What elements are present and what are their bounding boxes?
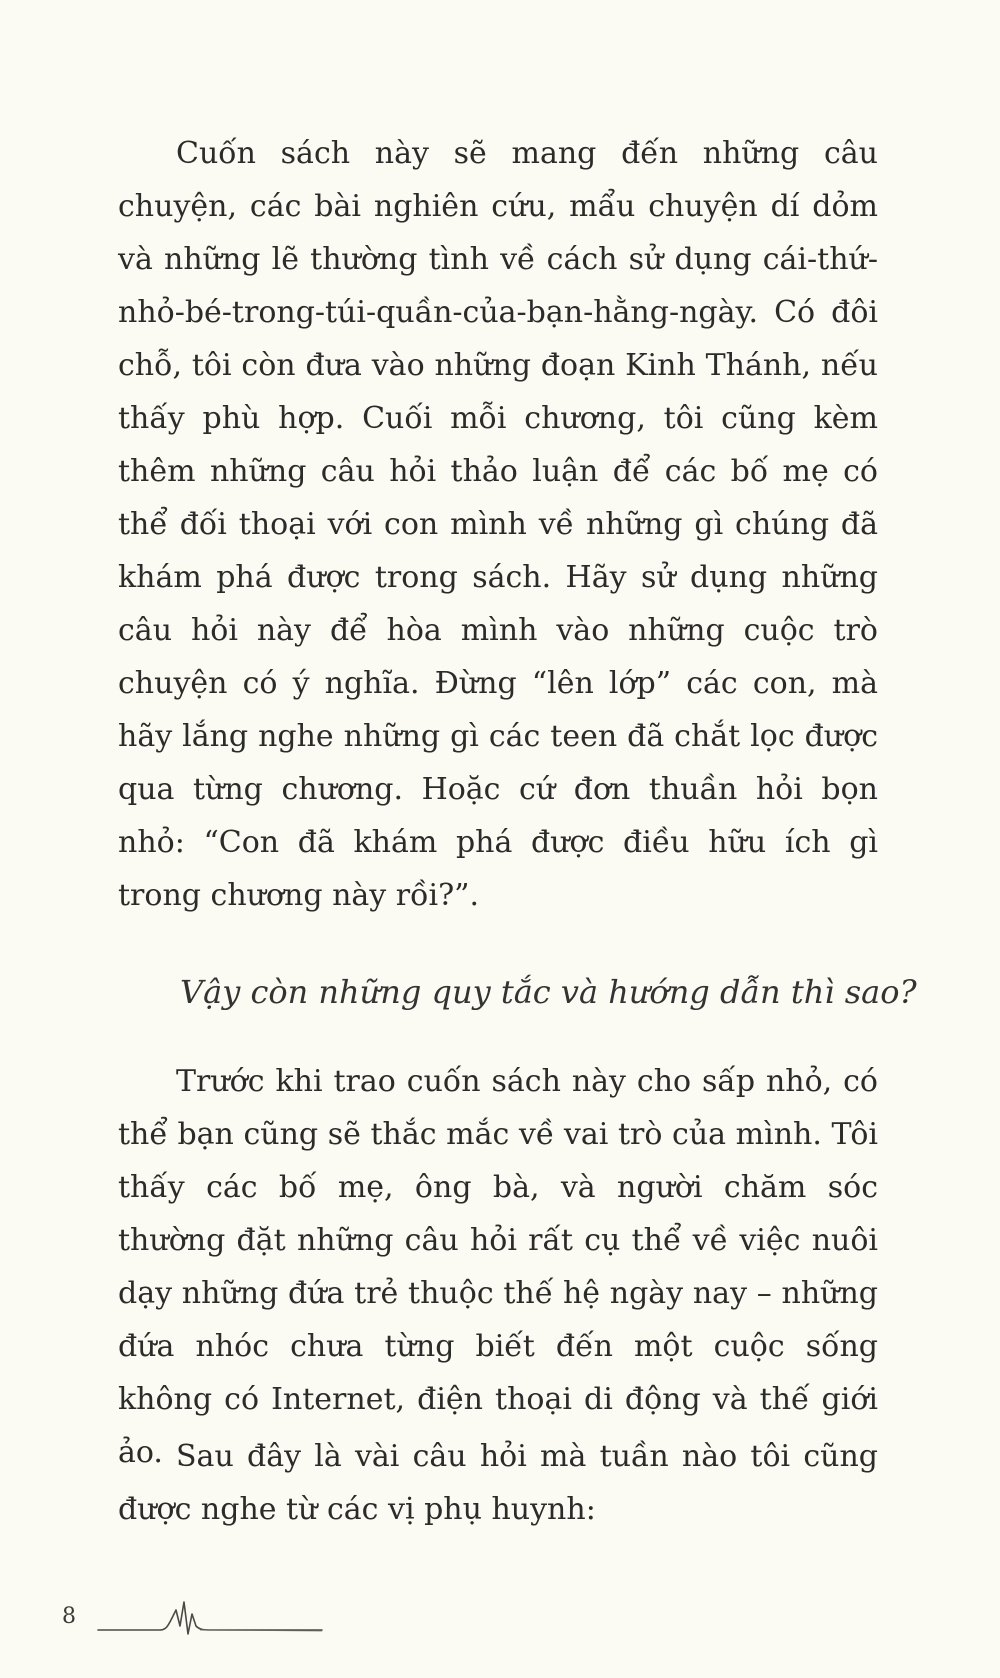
paragraph-text: Sau đây là vài câu hỏi mà tuần nào tôi cũng được nghe từ các vị phụ huynh: [118, 1439, 878, 1527]
section-heading: Vậy còn những quy tắc và hướng dẫn thì sao? [180, 973, 917, 1011]
paragraph-text: Trước khi trao cuốn sách này cho sấp nhỏ, có thể bạn cũng sẽ thắc mắc về vai trò của mình. Tôi thấy các bố mẹ, ông bà, và người chăm sóc thường đặt những câu hỏi rất cụ thể về việc nuôi dạy những đứa trẻ thuộc thế hệ ngày nay – những đứa nhóc chưa từng biết đến một cuộc sống không có Internet, điện thoại di động và thế giới ảo. [118, 1064, 878, 1470]
paragraph-role [118, 1055, 878, 1479]
page-number: 8 [62, 1604, 76, 1629]
paragraph-questions [118, 1430, 878, 1536]
paragraph-intro [118, 127, 878, 922]
paragraph-text: Cuốn sách này sẽ mang đến những câu chuyện, các bài nghiên cứu, mẩu chuyện dí dỏm và những lẽ thường tình về cách sử dụng cái-thứ-nhỏ-bé-trong-túi-quần-của-bạn-hằng-ngày. Có đôi chỗ, tôi còn đưa vào những đoạn Kinh Thánh, nếu thấy phù hợp. Cuối mỗi chương, tôi cũng kèm thêm những câu hỏi thảo luận để các bố mẹ có thể đối thoại với con mình về những gì chúng đã khám phá được trong sách. Hãy sử dụng những câu hỏi này để hòa mình vào những cuộc trò chuyện có ý nghĩa. Đừng “lên lớp” các con, mà hãy lắng nghe những gì các teen đã chắt lọc được qua từng chương. Hoặc cứ đơn thuần hỏi bọn nhỏ: “Con đã khám phá được điều hữu ích gì trong chương này rồi?”. [118, 136, 878, 913]
heartbeat-line-icon [96, 1596, 326, 1640]
page-footer [62, 1596, 262, 1646]
